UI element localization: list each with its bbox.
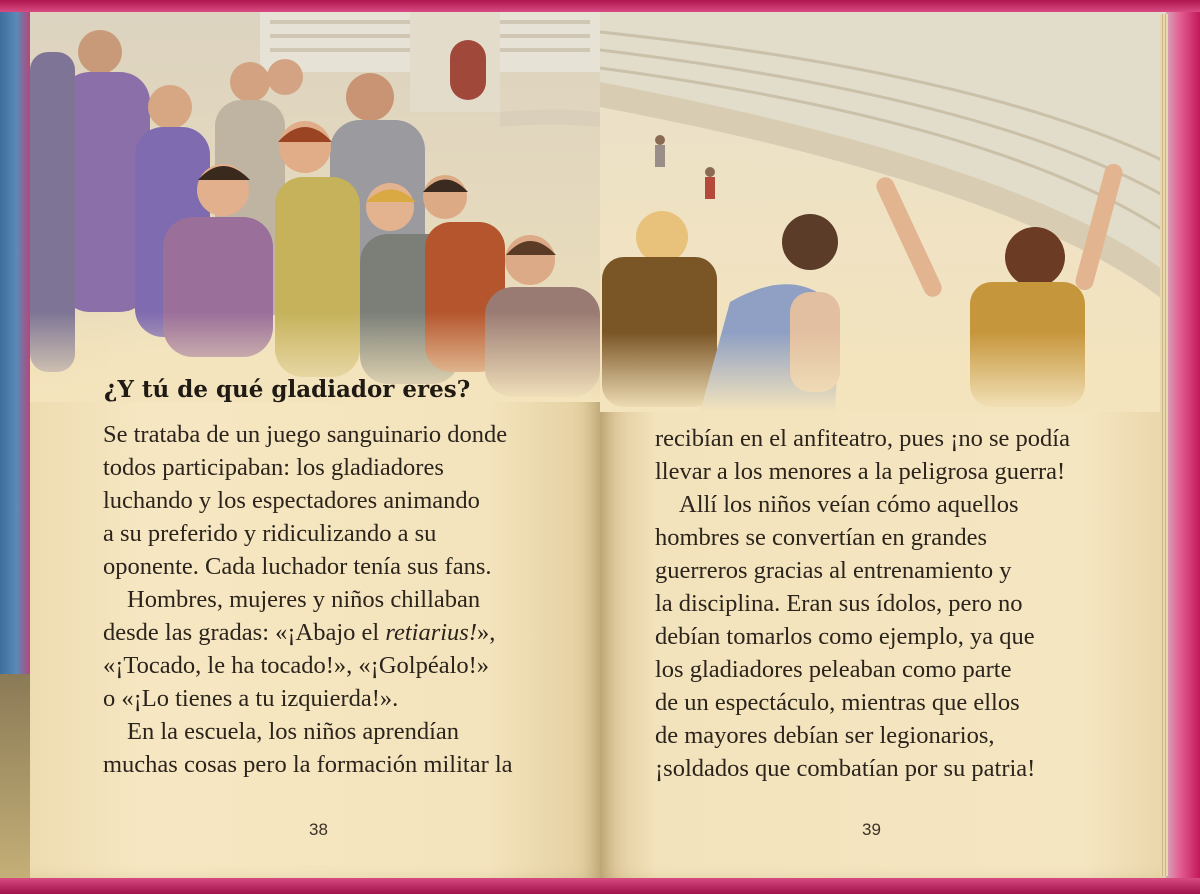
body-line: llevar a los menores a la peligrosa guerra!: [655, 458, 1066, 485]
body-line: [103, 616, 513, 649]
body-line: la disciplina. Eran sus ídolos, pero no: [655, 590, 1023, 617]
arena-illustration-right: [600, 12, 1166, 412]
page-number-left: 38: [309, 820, 328, 839]
right-page: [600, 12, 1166, 878]
left-page-body-text: [103, 418, 513, 781]
body-line: de un espectáculo, mientras que ellos: [655, 689, 1020, 716]
body-line: Se trataba de un juego sanguinario donde: [103, 421, 508, 448]
body-line: debían tomarlos como ejemplo, ya que: [655, 623, 1035, 650]
body-line: Hombres, mujeres y niños chillaban: [127, 586, 481, 613]
book-cover-left-edge: [0, 0, 30, 894]
body-line: oponente. Cada luchador tenía sus fans.: [103, 553, 492, 580]
body-line: luchando y los espectadores animando: [103, 487, 480, 514]
body-line: de mayores debían ser legionarios,: [655, 722, 995, 749]
page-number-right: 39: [862, 820, 881, 839]
body-line-text: desde las gradas: «¡Abajo el: [103, 619, 386, 646]
body-line: guerreros gracias al entrenamiento y: [655, 557, 1012, 584]
body-line: los gladiadores peleaban como parte: [655, 656, 1012, 683]
body-line: muchas cosas pero la formación militar la: [103, 751, 513, 778]
section-heading: ¿Y tú de qué gladiador eres?: [104, 376, 471, 403]
right-page-body-text: [655, 422, 1070, 785]
page-edges: [1160, 14, 1168, 876]
amphitheater-crowd-icon: [30, 12, 600, 402]
body-line: En la escuela, los niños aprendían: [127, 718, 460, 745]
book-cover-right-edge: [1166, 0, 1200, 894]
body-line: todos participaban: los gladiadores: [103, 454, 444, 481]
body-line: «¡Tocado, le ha tocado!», «¡Golpéalo!»: [103, 652, 490, 679]
book-cover-top-edge: [0, 0, 1200, 12]
body-line-text: »,: [477, 619, 496, 646]
body-line: Allí los niños veían cómo aquellos: [679, 491, 1019, 518]
left-page: [30, 12, 600, 878]
book-cover-bottom-edge: [0, 878, 1200, 894]
body-line: a su preferido y ridiculizando a su: [103, 520, 437, 547]
body-line: hombres se convertían en grandes: [655, 524, 987, 551]
body-line: ¡soldados que combatían por su patria!: [655, 755, 1036, 782]
body-line: recibían en el anfiteatro, pues ¡no se podía: [655, 425, 1070, 452]
italic-term: retiarius!: [385, 619, 477, 646]
body-line: o «¡Lo tienes a tu izquierda!».: [103, 685, 399, 712]
arena-spectators-icon: [600, 12, 1166, 412]
crowd-illustration-left: [30, 12, 600, 402]
